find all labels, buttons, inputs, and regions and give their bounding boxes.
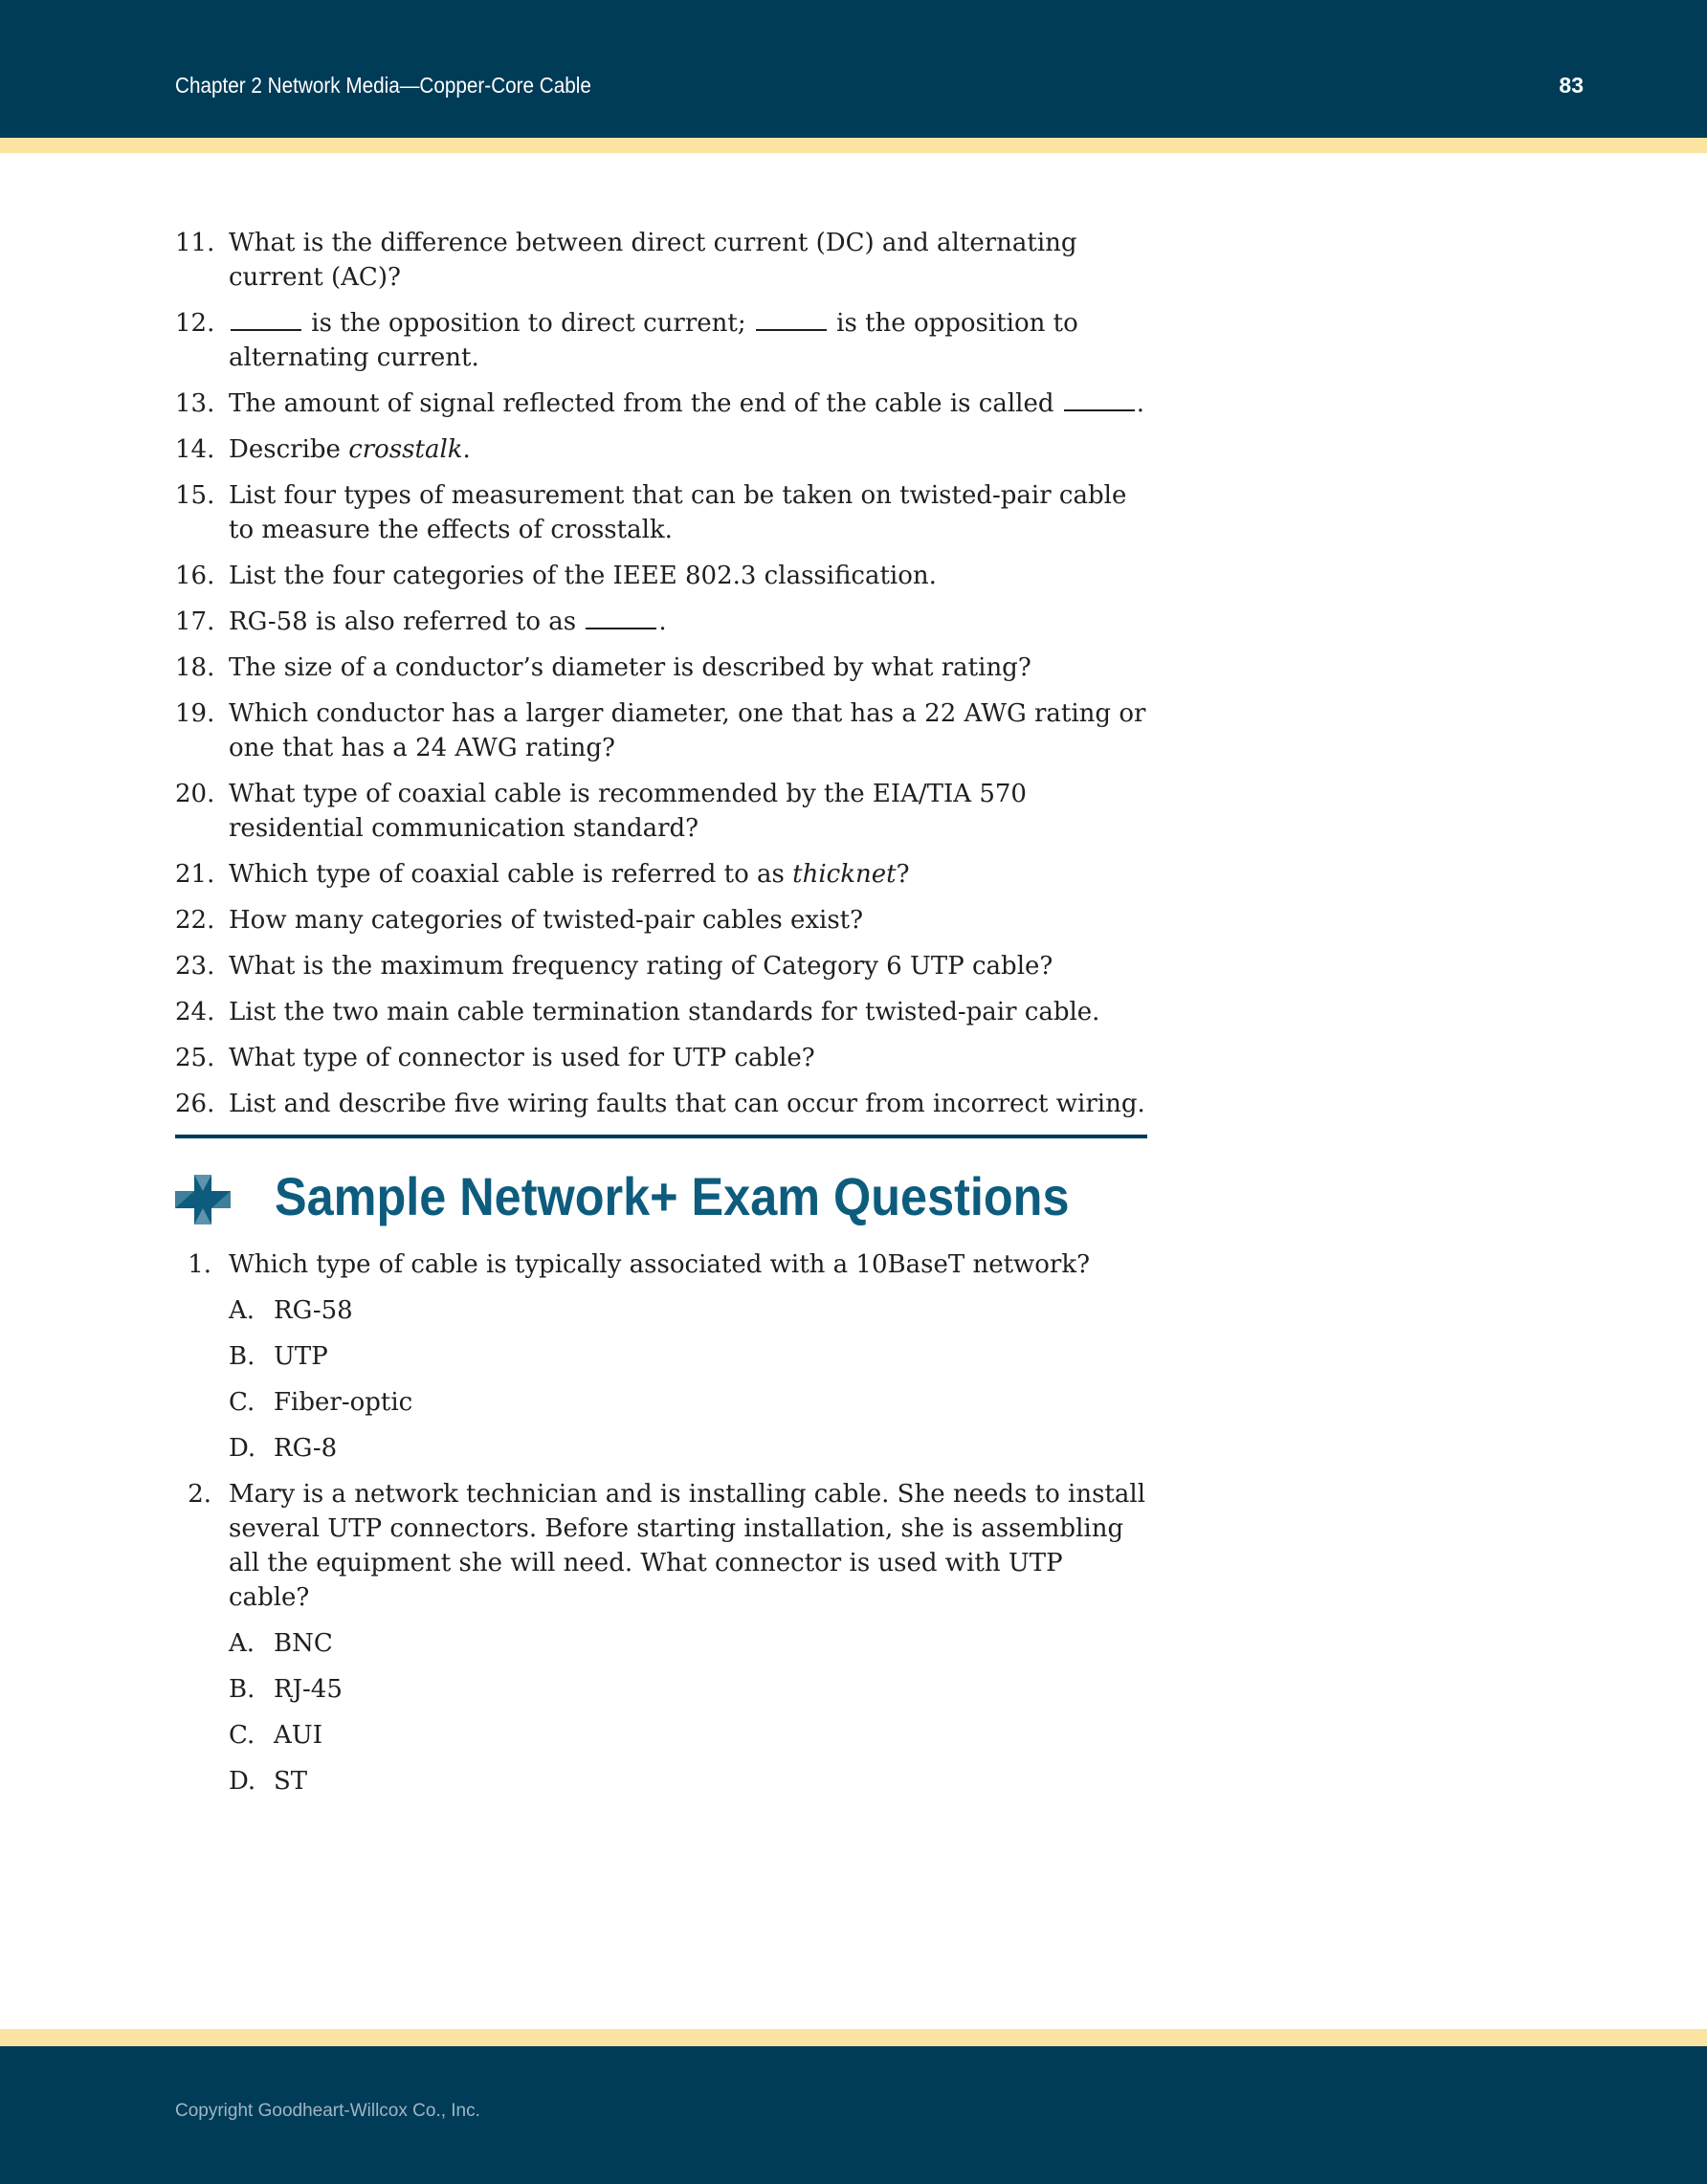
answer-text: RJ-45: [274, 1675, 343, 1704]
question-text-segment: List the four categories of the IEEE 802.3 classification.: [229, 562, 937, 590]
review-question: [175, 857, 1147, 892]
question-number: 26.: [175, 1090, 215, 1118]
question-text-segment: .: [462, 435, 471, 464]
answer-text: AUI: [274, 1721, 322, 1750]
page-number: 83: [1559, 73, 1584, 98]
answer-letter: C.: [229, 1388, 255, 1417]
review-question: [175, 432, 1147, 467]
question-text: [229, 780, 1027, 843]
question-text: [229, 860, 910, 889]
question-text: [229, 1090, 1145, 1118]
answer-text: RG-58: [274, 1296, 353, 1325]
question-number: 24.: [175, 998, 215, 1026]
answer-text: ST: [274, 1767, 308, 1796]
question-text-segment: List and describe five wiring faults that can occur from incorrect wiring.: [229, 1090, 1145, 1118]
question-text: [229, 309, 1078, 372]
review-questions-list: [175, 226, 1147, 1121]
review-question: [175, 226, 1147, 295]
answer-option: [229, 1718, 1147, 1753]
question-number: 1.: [188, 1250, 211, 1279]
section-title: Sample Network+ Exam Questions: [275, 1166, 1070, 1226]
question-text-segment: RG-58 is also referred to as: [229, 607, 585, 636]
question-text: [229, 906, 863, 935]
question-text: [229, 389, 1144, 418]
question-text-segment: ?: [896, 860, 910, 889]
answer-letter: C.: [229, 1721, 255, 1750]
question-text-segment: is the opposition to alternating current.: [229, 309, 1078, 372]
footer-stripe: [0, 2029, 1707, 2046]
question-number: 17.: [175, 607, 215, 636]
question-text-segment: Which conductor has a larger diameter, one that has a 22 AWG rating or one that has a 24 AWG rating?: [229, 699, 1146, 762]
answer-text: BNC: [274, 1629, 333, 1658]
question-text-segment: .: [658, 607, 667, 636]
header-stripe: [0, 138, 1707, 153]
fill-in-blank: [586, 607, 656, 629]
review-question: [175, 696, 1147, 765]
section-heading: [175, 1146, 1147, 1238]
emphasized-term: crosstalk: [348, 435, 463, 464]
answer-options: [229, 1293, 1147, 1466]
answer-options: [229, 1626, 1147, 1798]
review-question: [175, 949, 1147, 983]
answer-option: [229, 1339, 1147, 1374]
question-text: [229, 1044, 815, 1072]
review-question: [175, 559, 1147, 593]
answer-letter: B.: [229, 1675, 255, 1704]
question-number: 22.: [175, 906, 215, 935]
answer-option: [229, 1385, 1147, 1420]
answer-letter: A.: [229, 1629, 255, 1658]
review-question: [175, 1041, 1147, 1075]
review-question: [175, 478, 1147, 547]
answer-letter: D.: [229, 1767, 256, 1796]
answer-letter: D.: [229, 1434, 256, 1463]
question-text-segment: What is the maximum frequency rating of Category 6 UTP cable?: [229, 952, 1053, 981]
review-question: [175, 777, 1147, 846]
question-text: [229, 699, 1145, 762]
question-number: 16.: [175, 562, 215, 590]
question-number: 25.: [175, 1044, 215, 1072]
question-number: 12.: [175, 309, 215, 338]
question-text-segment: .: [1136, 389, 1145, 418]
answer-letter: B.: [229, 1342, 255, 1371]
answer-text: RG-8: [274, 1434, 338, 1463]
question-text-segment: is the opposition to direct current;: [303, 309, 754, 338]
question-number: 19.: [175, 699, 215, 728]
network-plus-icon: [175, 1175, 231, 1224]
question-text-segment: Which type of coaxial cable is referred to as: [229, 860, 793, 889]
question-number: 21.: [175, 860, 215, 889]
fill-in-blank: [231, 308, 301, 331]
question-text-segment: The amount of signal reflected from the end of the cable is called: [229, 389, 1062, 418]
question-number: 15.: [175, 481, 215, 510]
exam-question: [175, 1247, 1147, 1466]
question-text: [229, 435, 471, 464]
copyright-notice: Copyright Goodheart-Willcox Co., Inc.: [175, 2101, 480, 2121]
question-text-segment: The size of a conductor’s diameter is described by what rating?: [229, 653, 1031, 682]
answer-letter: A.: [229, 1296, 255, 1325]
review-question: [175, 386, 1147, 421]
section-divider: [175, 1135, 1147, 1138]
answer-option: [229, 1672, 1147, 1707]
review-question: [175, 605, 1147, 639]
question-text: [229, 653, 1031, 682]
question-number: 23.: [175, 952, 215, 981]
answer-text: UTP: [274, 1342, 328, 1371]
review-question: [175, 651, 1147, 685]
exam-question: [175, 1477, 1147, 1798]
question-text: [229, 952, 1053, 981]
question-text-segment: Describe: [229, 435, 349, 464]
question-text-segment: List four types of measurement that can be taken on twisted-pair cable to measure the effects of crosstalk.: [229, 481, 1127, 544]
emphasized-term: thicknet: [792, 860, 897, 889]
question-text-segment: List the two main cable termination standards for twisted-pair cable.: [229, 998, 1100, 1026]
question-text: [229, 562, 937, 590]
answer-option: [229, 1431, 1147, 1466]
fill-in-blank: [756, 308, 827, 331]
question-number: 20.: [175, 780, 215, 808]
question-text: [229, 229, 1077, 292]
answer-option: [229, 1764, 1147, 1798]
question-text: Which type of cable is typically associated with a 10BaseT network?: [229, 1250, 1091, 1279]
question-text-segment: How many categories of twisted-pair cables exist?: [229, 906, 864, 935]
question-number: 2.: [188, 1480, 211, 1509]
review-question: [175, 903, 1147, 938]
question-number: 18.: [175, 653, 215, 682]
question-text: [229, 998, 1099, 1026]
question-text-segment: What is the difference between direct current (DC) and alternating current (AC)?: [229, 229, 1077, 292]
page-header: [0, 0, 1707, 138]
question-text: [229, 607, 667, 636]
review-question: [175, 1087, 1147, 1121]
question-text-segment: What type of connector is used for UTP cable?: [229, 1044, 815, 1072]
running-head: Chapter 2 Network Media—Copper-Core Cable: [175, 73, 591, 98]
review-question: [175, 995, 1147, 1029]
page-content: [175, 226, 1147, 1810]
exam-questions-list: [175, 1247, 1147, 1798]
question-number: 14.: [175, 435, 215, 464]
answer-option: [229, 1293, 1147, 1328]
answer-option: [229, 1626, 1147, 1661]
question-text-segment: What type of coaxial cable is recommended by the EIA/TIA 570 residential communication standard?: [229, 780, 1027, 843]
review-question: [175, 306, 1147, 375]
question-number: 13.: [175, 389, 215, 418]
question-number: 11.: [175, 229, 215, 257]
answer-text: Fiber-optic: [274, 1388, 413, 1417]
question-text: Mary is a network technician and is installing cable. She needs to install several UTP connectors. Before starting installation, she is assembling all the equipment she will need. What connector is used with UTP cable?: [229, 1480, 1146, 1612]
question-text: [229, 481, 1126, 544]
fill-in-blank: [1064, 388, 1135, 411]
